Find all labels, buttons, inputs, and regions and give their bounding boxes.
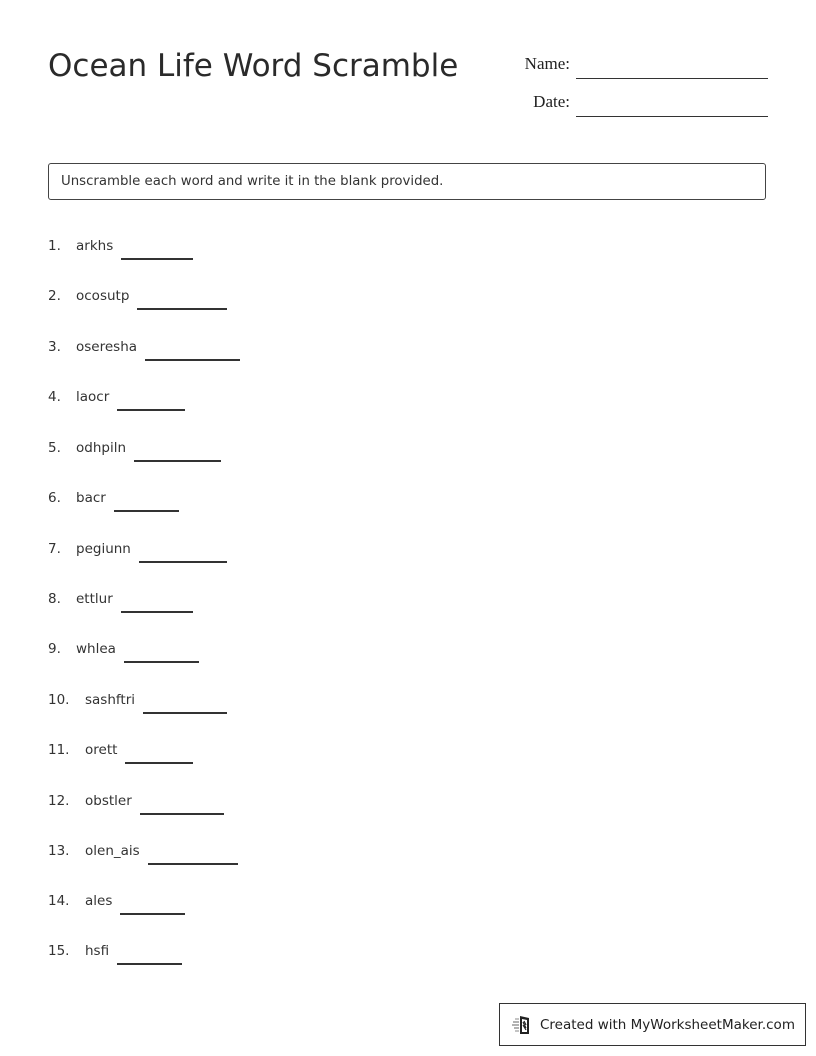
question-item	[48, 230, 193, 254]
instructions-box: Unscramble each word and write it in the blank provided.	[48, 163, 766, 200]
scrambled-word: arkhs	[76, 238, 114, 254]
name-label: Name:	[524, 54, 570, 73]
question-number: 9.	[48, 641, 61, 657]
scrambled-word: pegiunn	[76, 541, 131, 557]
question-item	[48, 381, 185, 405]
question-number: 8.	[48, 591, 61, 607]
answer-blank[interactable]	[117, 408, 185, 411]
date-blank-line[interactable]	[576, 116, 768, 117]
question-number: 7.	[48, 541, 61, 557]
scrambled-word: hsfi	[85, 943, 110, 959]
question-item	[48, 785, 224, 809]
question-number: 4.	[48, 389, 61, 405]
page-title: Ocean Life Word Scramble	[48, 48, 459, 84]
footer-text: Created with MyWorksheetMaker.com	[540, 1016, 795, 1033]
myworksheetmaker-logo-icon	[512, 1014, 534, 1036]
date-field	[500, 88, 768, 118]
answer-blank[interactable]	[137, 307, 227, 310]
question-item	[48, 280, 227, 304]
question-item	[48, 331, 240, 355]
answer-blank[interactable]	[143, 711, 227, 714]
question-item	[48, 633, 199, 657]
question-number: 3.	[48, 339, 61, 355]
answer-blank[interactable]	[114, 509, 179, 512]
scrambled-word: laocr	[76, 389, 110, 405]
scrambled-word: obstler	[85, 793, 132, 809]
question-item	[48, 432, 221, 456]
name-blank-line[interactable]	[576, 78, 768, 79]
answer-blank[interactable]	[145, 358, 240, 361]
question-item	[48, 684, 227, 708]
name-field	[500, 50, 768, 80]
answer-blank[interactable]	[125, 761, 193, 764]
scrambled-word: bacr	[76, 490, 106, 506]
scrambled-word: ettlur	[76, 591, 113, 607]
question-item	[48, 583, 193, 607]
question-number: 11.	[48, 742, 70, 758]
date-label: Date:	[533, 92, 570, 111]
answer-blank[interactable]	[140, 812, 224, 815]
question-number: 10.	[48, 692, 70, 708]
question-item	[48, 533, 227, 557]
question-item	[48, 935, 182, 959]
scrambled-word: orett	[85, 742, 118, 758]
question-number: 1.	[48, 238, 61, 254]
answer-blank[interactable]	[124, 660, 199, 663]
question-number: 2.	[48, 288, 61, 304]
answer-blank[interactable]	[139, 560, 227, 563]
answer-blank[interactable]	[117, 962, 182, 965]
scrambled-word: oseresha	[76, 339, 138, 355]
question-item	[48, 734, 193, 758]
scrambled-word: sashftri	[85, 692, 136, 708]
scrambled-word: whlea	[76, 641, 116, 657]
question-number: 5.	[48, 440, 61, 456]
question-number: 13.	[48, 843, 70, 859]
answer-blank[interactable]	[120, 912, 185, 915]
question-item	[48, 885, 185, 909]
answer-blank[interactable]	[148, 862, 238, 865]
scrambled-word: odhpiln	[76, 440, 127, 456]
question-number: 12.	[48, 793, 70, 809]
answer-blank[interactable]	[121, 610, 193, 613]
answer-blank[interactable]	[134, 459, 221, 462]
question-item	[48, 835, 238, 859]
question-number: 14.	[48, 893, 70, 909]
question-item	[48, 482, 179, 506]
scrambled-word: ocosutp	[76, 288, 130, 304]
scrambled-word: olen_ais	[85, 843, 140, 859]
question-number: 15.	[48, 943, 70, 959]
question-number: 6.	[48, 490, 61, 506]
footer-credit[interactable]	[499, 1003, 806, 1046]
answer-blank[interactable]	[121, 257, 193, 260]
scrambled-word: ales	[85, 893, 113, 909]
